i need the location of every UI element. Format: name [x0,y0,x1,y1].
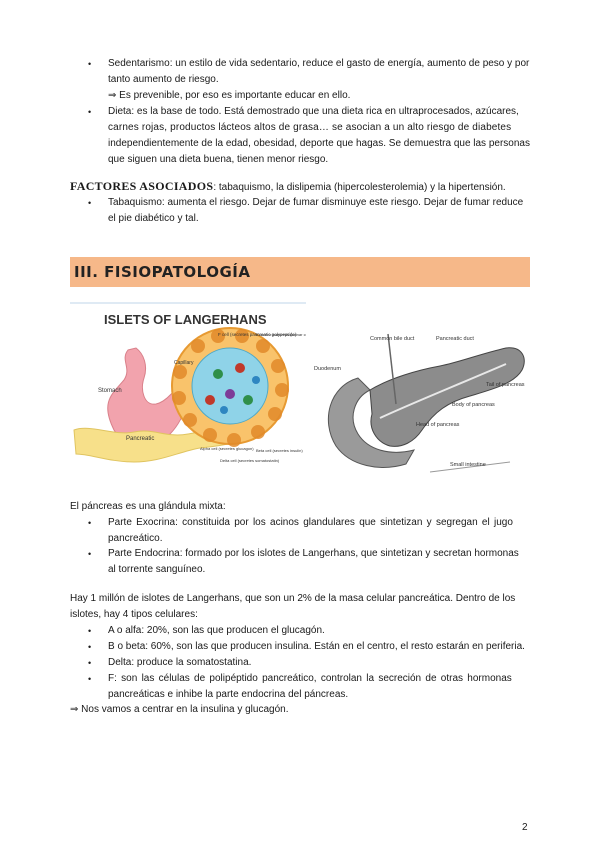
label-head: Head of pancreas [416,422,460,428]
islotes-line-2: islotes, hay 4 tipos celulares: [70,609,198,620]
list-item-tabaquismo [88,195,533,227]
label-alpha: Alpha cell (secretes glucagon) [200,446,254,451]
list-item-beta [88,639,533,655]
label-tail: Tail of pancreas [486,382,525,388]
islets-figure [70,302,306,474]
list-item-delta [88,655,533,671]
text-line: el pie diabético y tal. [108,213,199,224]
text-line: carnes rojas, productos lácteos altos de grasa… se asocian a un alto riesgo de diabetes [108,122,512,133]
factores-text: : tabaquismo, la dislipemia (hipercolesterolemia) y la hipertensión. [213,182,506,193]
islets-illustration [70,302,306,474]
list-item-sedentarismo [88,56,533,108]
text-line: Parte Exocrina: constituida por los acinos glandulares que sintetizan y segregan el jugo [108,517,513,528]
text-line: al torrente sanguíneo. [108,564,206,575]
label-stomach: Stomach [98,388,122,394]
factores-title: FACTORES ASOCIADOS [70,179,214,193]
page-number: 2 [522,822,528,833]
label-pancreatic: Pancreatic [126,436,155,442]
text-line: independientemente de la edad, obesidad, deporte que hagas. Se demuestra que las personas [108,138,530,149]
text-line: F: son las células de polipéptido pancreático, controlan la secreción de otras hormonas [108,673,512,684]
pancreas-illustration [310,330,530,475]
list-item-exocrina [88,515,533,547]
bullet-icon: • [88,642,92,652]
text-line: tanto aumento de riesgo. [108,74,219,85]
bullet-icon: • [88,107,92,117]
text-line: A o alfa: 20%, son las que producen el glucagón. [108,625,325,636]
bullet-icon: • [88,658,92,668]
bullet-icon: • [88,198,92,208]
bullet-icon: • [88,549,92,559]
bullet-icon: • [88,518,92,528]
section-heading [70,257,530,287]
factores-paragraph [70,178,506,196]
label-pancreatic-duct: Pancreatic duct [436,336,474,342]
text-line: que siguen una dieta buena, tienen menor riesgo. [108,154,329,165]
mixta-intro: El páncreas es una glándula mixta: [70,501,226,512]
closing-note: ⇒ Nos vamos a centrar en la insulina y glucagón. [70,704,289,715]
text-line: pancreáticas e inhibe la parte endocrina del páncreas. [108,689,349,700]
list-item-endocrina [88,546,533,578]
bullet-icon: • [88,626,92,636]
pancreas-body-shape [370,348,524,447]
list-item-alfa [88,623,533,639]
text-line: Sedentarismo: un estilo de vida sedentario, reduce el gasto de energía, aumento de peso y por [108,58,530,69]
figure-title: ISLETS OF LANGERHANS [104,312,267,327]
text-line: Dieta: es la base de todo. Está demostrado que una dieta rica en ultraprocesados, azúcares, [108,106,519,117]
label-small-intestine: Small intestine [450,462,486,468]
islotes-line-1: Hay 1 millón de islotes de Langerhans, que son un 2% de la masa celular pancreática. Dentro de los [70,593,516,604]
label-common-bile-duct: Common bile duct [370,336,415,342]
text-line: Parte Endocrina: formado por los islotes de Langerhans, que sintetizan y secretan hormonas [108,548,519,559]
label-capillary: Capillary [174,360,194,366]
label-fcell: F cell (secretes pancreatic polypeptide) [218,332,297,337]
bullet-icon: • [88,59,92,69]
bullet-icon: • [88,674,92,684]
islet-center [192,348,268,424]
section-title: III. FISIOPATOLOGÍA [74,263,251,281]
list-item-f [88,671,533,703]
pancreas-figure [310,330,530,475]
text-line: pancreático. [108,533,163,544]
label-delta: Delta cell (secretes somatostatin) [220,458,280,463]
text-line: B o beta: 60%, son las que producen insulina. Están en el centro, el resto estarán en periferia. [108,641,525,652]
list-item-dieta [88,104,533,168]
label-beta: Beta cell (secretes insulin) [256,448,303,453]
text-line: Tabaquismo: aumenta el riesgo. Dejar de fumar disminuye este riesgo. Dejar de fumar reduce [108,197,524,208]
label-body: Body of pancreas [452,402,495,408]
text-line: Delta: produce la somatostatina. [108,657,252,668]
sub-note: ⇒ Es prevenible, por eso es importante educar en ello. [108,90,351,101]
label-exocrine: Exocrine pancreas (acinar c [256,332,306,337]
label-duodenum: Duodenum [314,366,341,372]
